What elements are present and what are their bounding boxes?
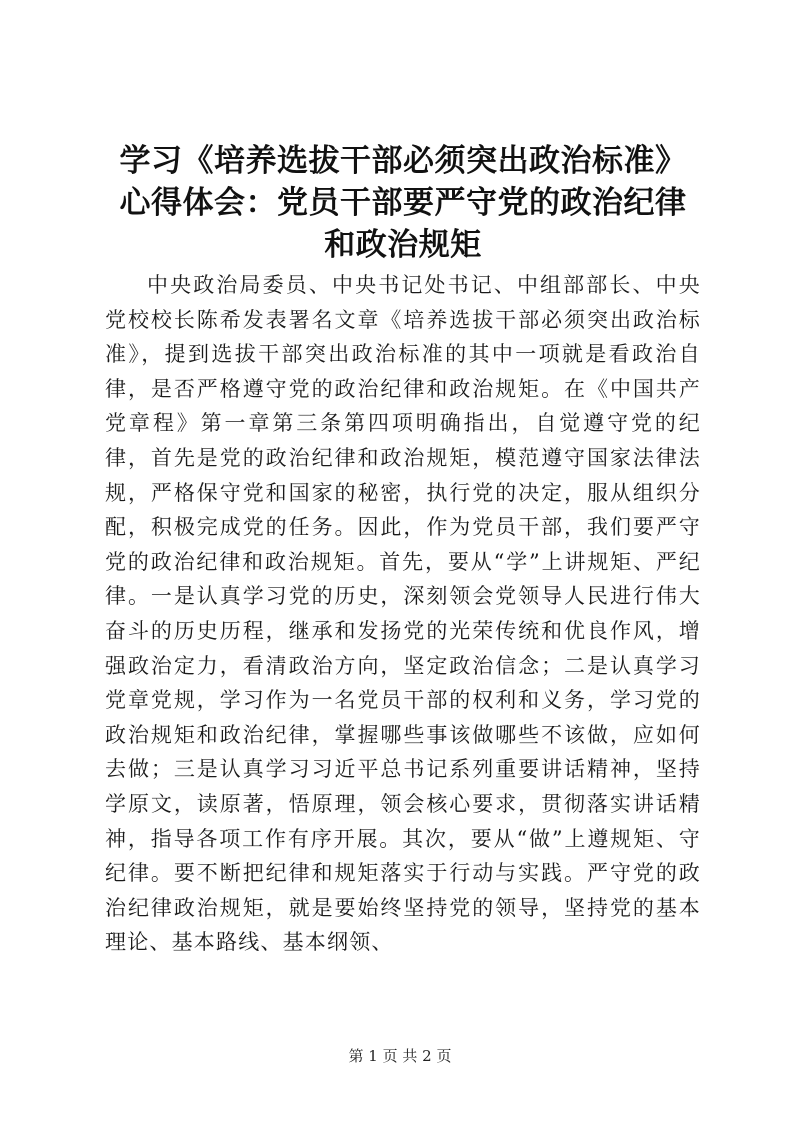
body-paragraph: 中央政治局委员、中央书记处书记、中组部部长、中央党校校长陈希发表署名文章《培养选拔干部必须突出政治标准》，提到选拔干部突出政治标准的其中一项就是看政治自律，是否严格遵守党的政治纪律和政治规矩。在《中国共产党章程》第一章第三条第四项明确指出，自觉遵守党的纪律，首先是党的政治纪律和政治规矩，模范遵守国家法律法规，严格保守党和国家的秘密，执行党的决定，服从组织分配，积极完成党的任务。因此，作为党员干部，我们要严守党的政治纪律和政治规矩。首先，要从“学”上讲规矩、严纪律。一是认真学习党的历史，深刻领会党领导人民进行伟大奋斗的历史历程，继承和发扬党的光荣传统和优良作风，增强政治定力，看清政治方向，坚定政治信念；二是认真学习党章党规，学习作为一名党员干部的权利和义务，学习党的政治规矩和政治纪律，掌握哪些事该做哪些不该做，应如何去做；三是认真学习习近平总书记系列重要讲话精神，坚持学原文，读原著，悟原理，领会核心要求，贯彻落实讲话精神，指导各项工作有序开展。其次，要从“做”上遵规矩、守纪律。要不断把纪律和规矩落实于行动与实践。严守党的政治纪律政治规矩，就是要始终坚持党的领导，坚持党的基本理论、基本路线、基本纲领、 [105,273,701,955]
document-title: 学习《培养选拔干部必须突出政治标准》心得体会：党员干部要严守党的政治纪律和政治规矩 [119,143,687,263]
page-footer: 第 1 页 共 2 页 [348,1047,452,1065]
